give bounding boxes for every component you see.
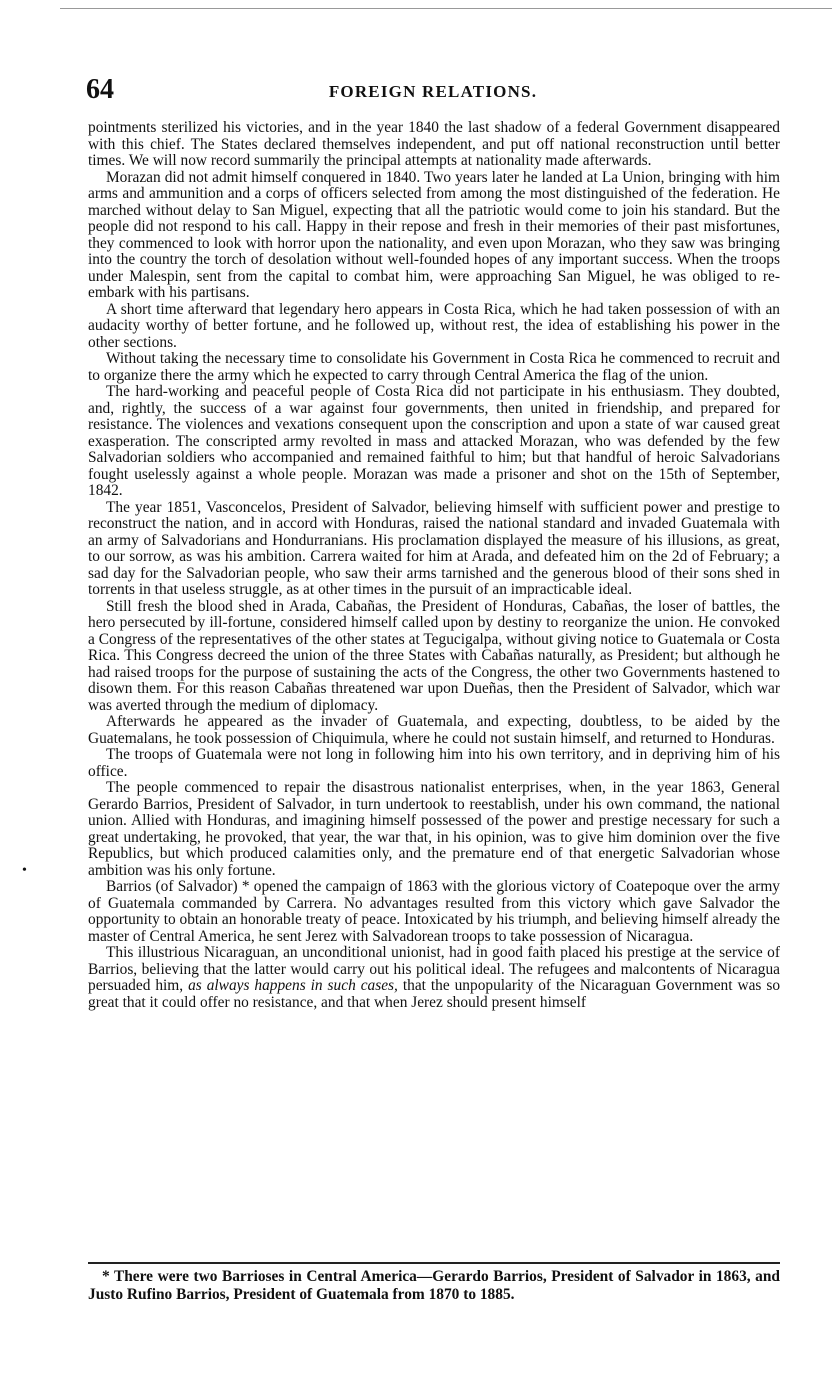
paragraph: Barrios (of Salvador) * opened the campaign of 1863 with the glorious victory of Coatepoque over the army of Guatemala commanded by Carrera. No advantages resulted from this victory which gave Salvador the opportunity to obtain an honorable treaty of peace. Intoxicated by his triumph, and believing himself already the master of Central America, he sent Jerez with Salvadorean troops to take possession of Nicaragua. bbox=[88, 878, 780, 945]
italic-phrase: as always happens in such cases, bbox=[188, 977, 398, 994]
body-text bbox=[88, 120, 780, 1011]
footnote-rule bbox=[88, 1262, 780, 1264]
paragraph: The troops of Guatemala were not long in following him into his own territory, and in depriving him of his office. bbox=[88, 746, 780, 780]
page-header bbox=[86, 74, 780, 108]
paragraph: Still fresh the blood shed in Arada, Cabañas, the President of Honduras, Cabañas, the loser of battles, the hero persecuted by ill-fortune, considered himself called upon by destiny to reorganize the union. He convoked a Congress of the representatives of the other states at Tegucigalpa, without giving notice to Guatemala or Costa Rica. This Congress decreed the union of the three States with Cabañas naturally, as President; but although he had raised troops for the purpose of sustaining the acts of the Congress, the other two Governments hastened to disown them. For this reason Cabañas threatened war upon Dueñas, then the President of Salvador, which war was averted through the medium of diplomacy. bbox=[88, 597, 780, 714]
footnote: * There were two Barrioses in Central America—Gerardo Barrios, President of Salvador in 1863, and Justo Rufino Barrios, President of Guatemala from 1870 to 1885. bbox=[88, 1268, 780, 1303]
running-title: FOREIGN RELATIONS. bbox=[328, 82, 538, 101]
paragraph: A short time afterward that legendary hero appears in Costa Rica, which he had taken possession of with an audacity worthy of better fortune, and he followed up, without rest, the idea of establishing his power in the other sections. bbox=[88, 300, 780, 351]
paragraph: Morazan did not admit himself conquered in 1840. Two years later he landed at La Union, bringing with him arms and ammunition and a corps of officers selected from among the most distinguished of the federation. He marched without delay to San Miguel, expecting that all the patriotic would come to join his standard. But the people did not respond to his call. Happy in their repose and fresh in their memories of their past misfortunes, they commenced to look with horror upon the nationality, and even upon Morazan, who they saw was bringing into the country the torch of desolation without well-founded hopes of any important success. When the troops under Malespin, sent from the capital to combat him, were approaching San Miguel, he was obliged to re-embark with his partisans. bbox=[88, 168, 780, 301]
margin-mark: • bbox=[22, 863, 27, 878]
paragraph: The year 1851, Vasconcelos, President of Salvador, believing himself with sufficient power and prestige to reconstruct the nation, and in accord with Honduras, raised the national standard and invaded Guatemala with an army of Salvadorians and Hondurranians. His proclamation displayed the measure of his illusions, as great, to our sorrow, as was his ambition. Carrera waited for him at Arada, and defeated him on the 2d of February; a sad day for the Salvadorian people, who saw their arms tarnished and the generous blood of their sons shed in torrents in that useless struggle, as at other times in the pursuit of an impracticable ideal. bbox=[88, 498, 780, 598]
paragraph: The people commenced to repair the disastrous nationalist enterprises, when, in the year 1863, General Gerardo Barrios, President of Salvador, in turn undertook to reestablish, under his own command, the national union. Allied with Honduras, and imagining himself possessed of the power and prestige necessary for such a great undertaking, he provoked, that year, the war that, in his opinion, was to give him dominion over the five Republics, but which produced calamities only, and the premature end of that energetic Salvadorian whose ambition was his only fortune. bbox=[88, 779, 780, 879]
paragraph: The hard-working and peaceful people of Costa Rica did not participate in his enthusiasm. They doubted, and, rightly, the success of a war against four governments, then united in friendship, and prepared for resistance. The violences and vexations consequent upon the conscription and upon a state of war caused great exasperation. The conscripted army revolted in mass and attacked Morazan, who was defended by the few Salvadorian soldiers who accompanied and remained faithful to him; but that handful of heroic Salvadorians fought uselessly against a whole people. Morazan was made a prisoner and shot on the 15th of September, 1842. bbox=[88, 383, 780, 499]
paragraph: Without taking the necessary time to consolidate his Government in Costa Rica he commenced to recruit and to organize there the army which he expected to carry through Central America the flag of the union. bbox=[88, 350, 780, 384]
paragraph: Afterwards he appeared as the invader of Guatemala, and expecting, doubtless, to be aided by the Guatemalans, he took possession of Chiquimula, where he could not sustain himself, and returned to Honduras. bbox=[88, 713, 780, 747]
paragraph: This illustrious Nicaraguan, an unconditional unionist, had in good faith placed his prestige at the service of Barrios, believing that the latter would carry out his political ideal. The refugees and malcontents of Nicaragua persuaded him, as always happens in such cases, that the unpopularity of the Nicaraguan Government was so great that it could offer no resistance, and that when Jerez should present himself bbox=[88, 944, 781, 1011]
top-rule bbox=[60, 8, 832, 9]
paragraph: pointments sterilized his victories, and in the year 1840 the last shadow of a federal Government disappeared with this chief. The States declared themselves independent, and put off national reconstruction until better times. We will now record summarily the principal attempts at nationality made afterwards. bbox=[88, 119, 780, 169]
page-number: 64 bbox=[86, 74, 114, 105]
